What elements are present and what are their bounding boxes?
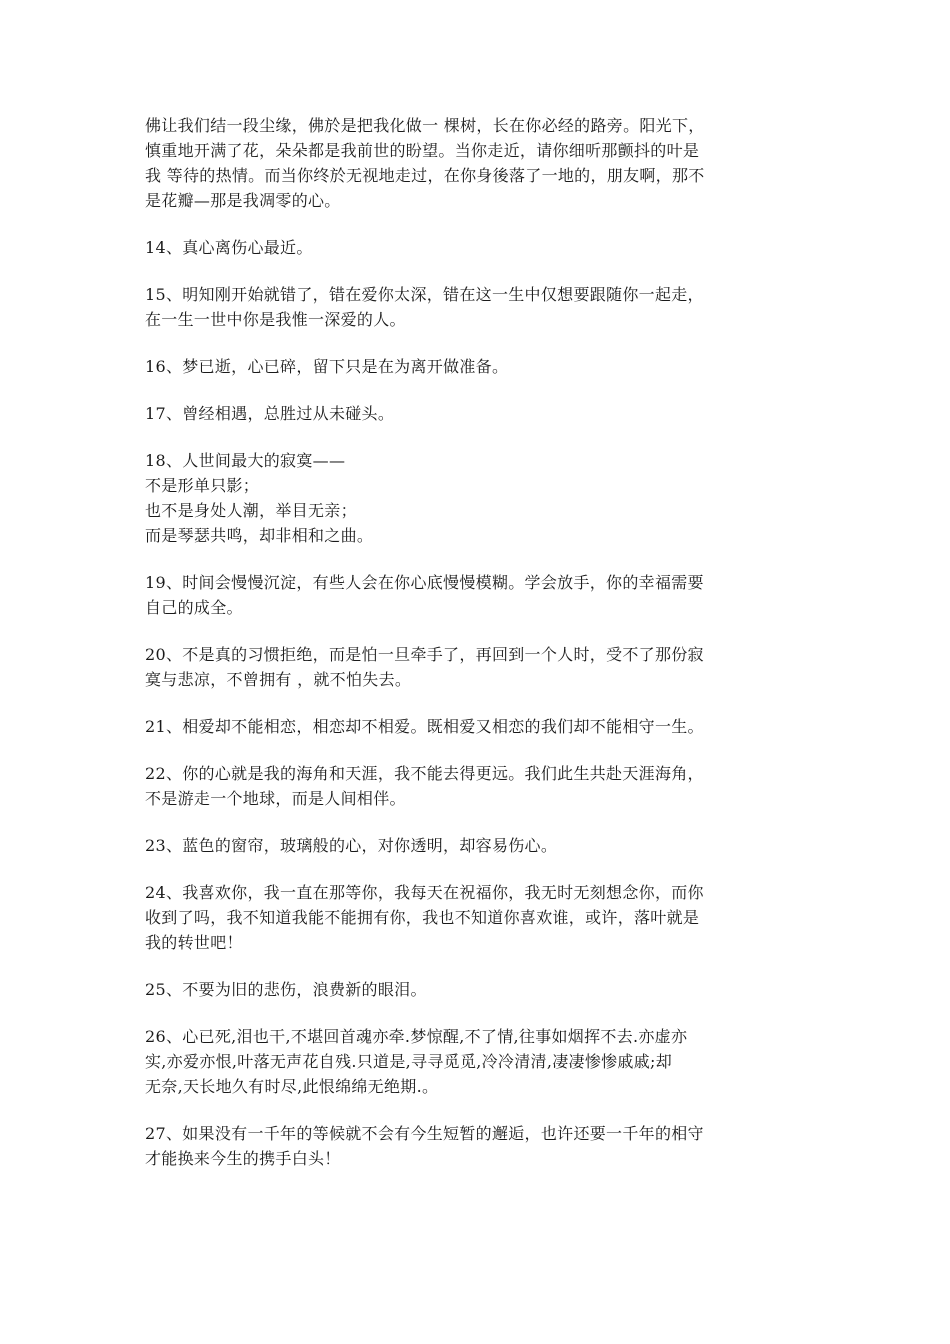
text-line: 19、时间会慢慢沉淀，有些人会在你心底慢慢模糊。学会放手，你的幸福需要 (145, 573, 704, 592)
text-line: 23、蓝色的窗帘，玻璃般的心，对你透明，却容易伤心。 (145, 836, 558, 855)
text-line: 不是形单只影； (145, 476, 260, 495)
text-line: 在一生一世中你是我惟一深爱的人。 (145, 310, 406, 329)
text-line: 15、明知刚开始就错了，错在爱你太深，错在这一生中仅想要跟随你一起走， (145, 285, 704, 304)
paragraph (145, 977, 815, 1002)
text-line: 27、如果没有一千年的等候就不会有今生短暂的邂逅，也许还要一千年的相守 (145, 1124, 704, 1143)
text-line: 也不是身处人潮，举目无亲； (145, 501, 357, 520)
text-line: 我 等待的热情。而当你终於无视地走过，在你身後落了一地的，朋友啊，那不 (145, 166, 705, 185)
text-line: 收到了吗，我不知道我能不能拥有你，我也不知道你喜欢谁，或许，落叶就是 (145, 908, 700, 927)
text-line: 25、不要为旧的悲伤，浪费新的眼泪。 (145, 980, 427, 999)
paragraph (145, 833, 815, 858)
text-line: 无奈,天长地久有时尽,此恨绵绵无绝期.。 (145, 1077, 439, 1096)
paragraph (145, 113, 815, 213)
text-line: 18、人世间最大的寂寞—— (145, 451, 346, 470)
text-line: 是花瓣—那是我凋零的心。 (145, 191, 341, 210)
paragraph (145, 642, 815, 692)
text-line: 才能换来今生的携手白头！ (145, 1149, 341, 1168)
document-body (145, 113, 815, 1193)
text-line: 24、我喜欢你，我一直在那等你，我每天在祝福你，我无时无刻想念你，而你 (145, 883, 704, 902)
text-line: 慎重地开满了花，朵朵都是我前世的盼望。当你走近，请你细听那颤抖的叶是 (145, 141, 700, 160)
text-line: 22、你的心就是我的海角和天涯，我不能去得更远。我们此生共赴天涯海角， (145, 764, 704, 783)
text-line: 17、曾经相遇，总胜过从未碰头。 (145, 404, 395, 423)
text-line: 不是游走一个地球，而是人间相伴。 (145, 789, 406, 808)
text-line: 20、不是真的习惯拒绝，而是怕一旦牵手了，再回到一个人时，受不了那份寂 (145, 645, 704, 664)
text-line: 26、心已死,泪也干,不堪回首魂亦牵.梦惊醒,不了情,往事如烟挥不去.亦虚亦 (145, 1027, 688, 1046)
paragraph (145, 1121, 815, 1171)
paragraph (145, 761, 815, 811)
paragraph (145, 354, 815, 379)
paragraph (145, 880, 815, 955)
text-line: 16、梦已逝，心已碎，留下只是在为离开做准备。 (145, 357, 509, 376)
text-line: 寞与悲凉，不曾拥有 ，就不怕失去。 (145, 670, 412, 689)
paragraph (145, 282, 815, 332)
text-line: 佛让我们结一段尘缘，佛於是把我化做一 棵树，长在你必经的路旁。阳光下， (145, 116, 705, 135)
paragraph (145, 235, 815, 260)
paragraph (145, 570, 815, 620)
text-line: 而是琴瑟共鸣，却非相和之曲。 (145, 526, 374, 545)
paragraph (145, 1024, 815, 1099)
text-line: 21、相爱却不能相恋，相恋却不相爱。既相爱又相恋的我们却不能相守一生。 (145, 717, 704, 736)
text-line: 14、真心离伤心最近。 (145, 238, 313, 257)
paragraph (145, 714, 815, 739)
paragraph (145, 401, 815, 426)
text-line: 实,亦爱亦恨,叶落无声花自残.只道是,寻寻觅觅,冷冷清清,凄凄惨惨戚戚;却 (145, 1052, 673, 1071)
text-line: 自己的成全。 (145, 598, 243, 617)
text-line: 我的转世吧！ (145, 933, 243, 952)
paragraph (145, 448, 815, 548)
